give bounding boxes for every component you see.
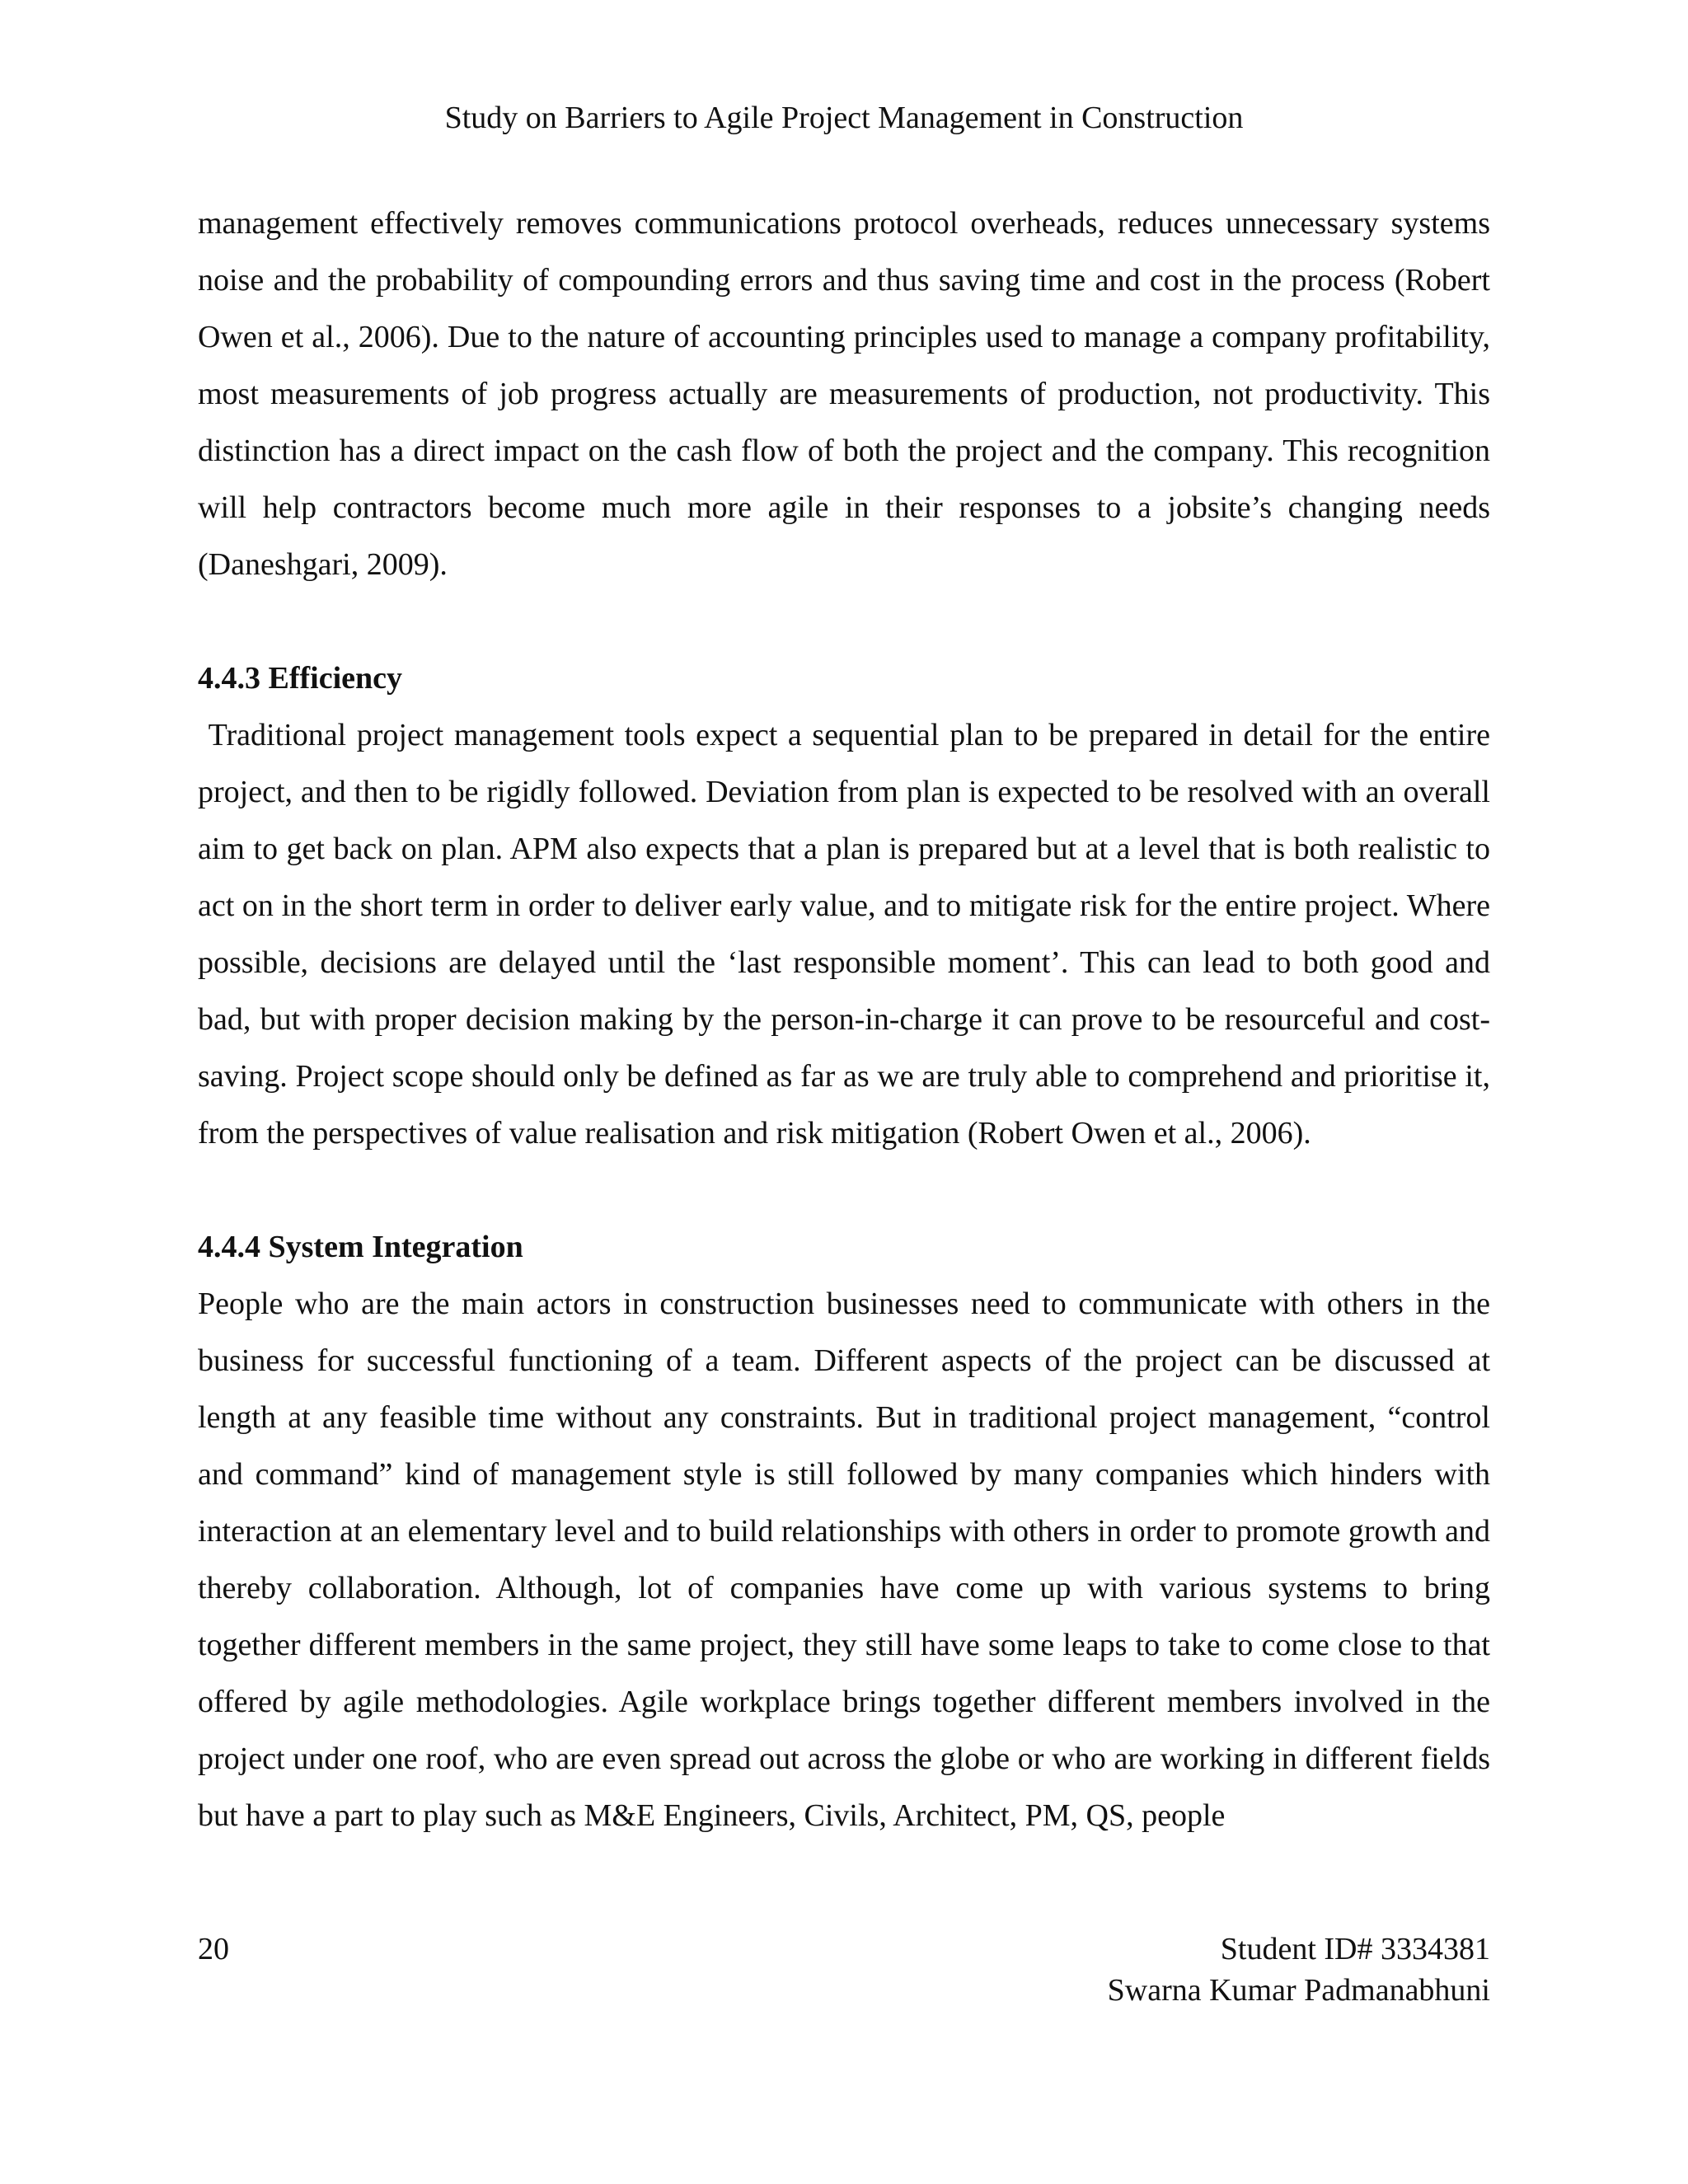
author-block [1108,1929,1490,2011]
section-heading-system-integration: 4.4.4 System Integration [198,1230,523,1264]
page-number: 20 [198,1932,229,1966]
running-header: Study on Barriers to Agile Project Management in Construction [444,101,1244,135]
system-integration-paragraph: People who are the main actors in construction businesses need to communicate with others in the business for successful functioning of a team. Different aspects of the project can be discussed at length at any feasible time without any constraints. But in traditional project management, “control and command” kind of management style is still followed by many companies which hinders with interaction at an elementary level and to build relationships with others in order to promote growth and thereby collaboration. Although, lot of companies have come up with various systems to bring together different members in the same project, they still have some leaps to take to come close to that offered by agile methodologies. Agile workplace brings together different members involved in the project under one roof, who are even spread out across the globe or who are working in different fields but have a part to play such as M&E Engineers, Civils, Architect, PM, QS, people [198,1286,1498,1833]
student-id: Student ID# 3334381 [1220,1932,1490,1966]
intro-paragraph: management effectively removes communications protocol overheads, reduces unnecessary systems noise and the probability of compounding errors and thus saving time and cost in the process (Robert Owen et al., 2006). Due to the nature of accounting principles used to manage a company profitability, most measurements of job progress actually are measurements of production, not productivity. This distinction has a direct impact on the cash flow of both the project and the company. This recognition will help contractors become much more agile in their responses to a jobsite’s changing needs (Daneshgari, 2009). [198,206,1498,582]
body-text [198,195,1498,1844]
efficiency-paragraph: Traditional project management tools expect a sequential plan to be prepared in detail for the entire project, and then to be rigidly followed. Deviation from plan is expected to be resolved with an overall aim to get back on plan. APM also expects that a plan is prepared but at a level that is both realistic to act on in the short term in order to deliver early value, and to mitigate risk for the entire project. Where possible, decisions are delayed until the ‘last responsible moment’. This can lead to both good and bad, but with proper decision making by the person-in-charge it can prove to be resourceful and cost-saving. Project scope should only be defined as far as we are truly able to comprehend and prioritise it, from the perspectives of value realisation and risk mitigation (Robert Owen et al., 2006). [198,718,1498,1151]
author-name: Swarna Kumar Padmanabhuni [1107,1973,1490,2008]
section-heading-efficiency: 4.4.3 Efficiency [198,661,403,696]
